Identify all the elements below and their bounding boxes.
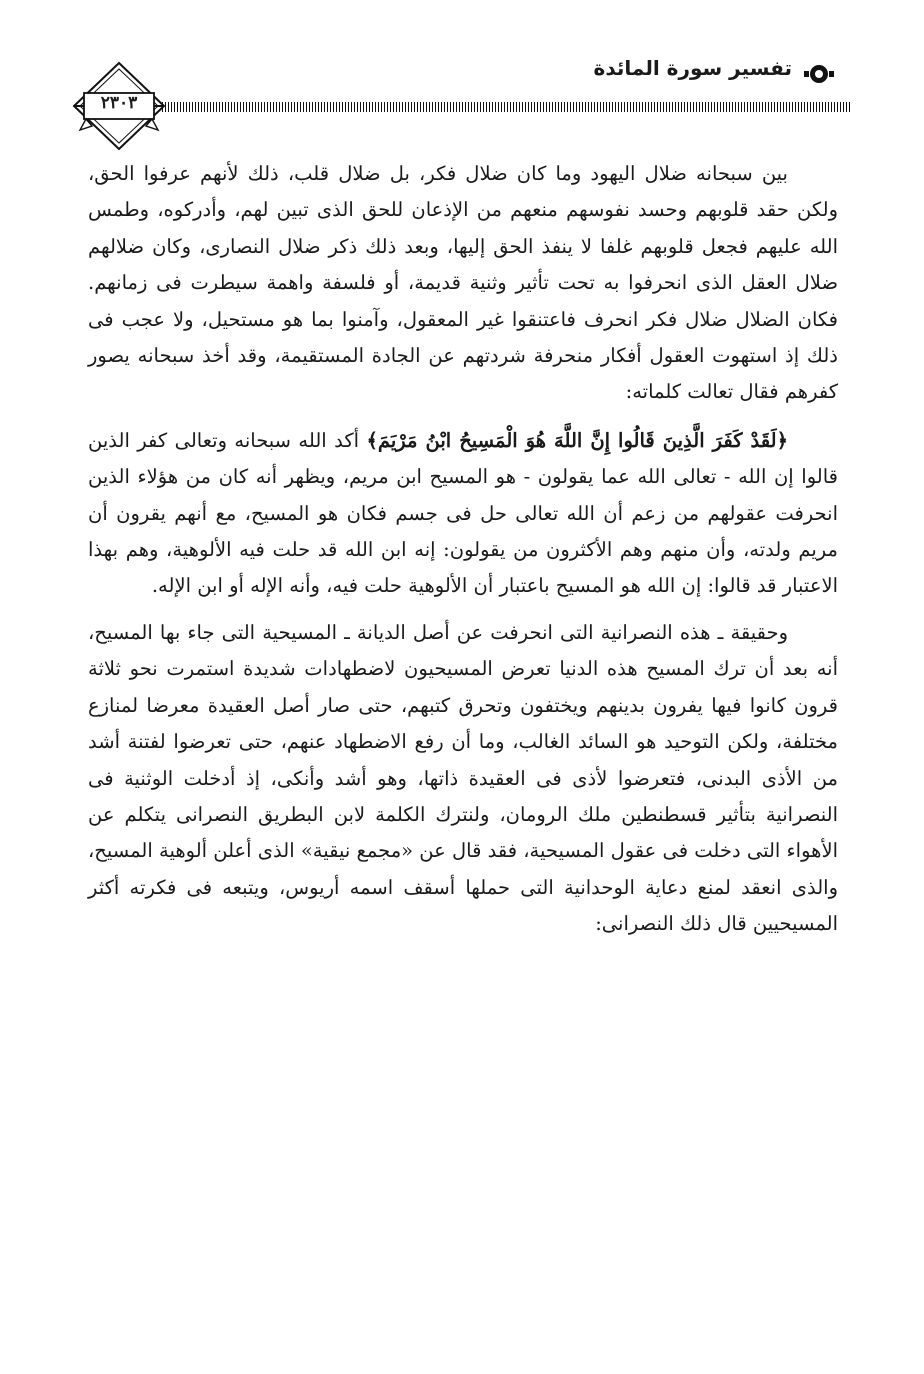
ornament-icon	[804, 63, 834, 85]
header-rule	[162, 102, 850, 112]
paragraph-text: أكد الله سبحانه وتعالى كفر الذين قالوا إن الله - تعالى الله عما يقولون - هو المسيح ابن مريم، ويظهر أنه كان من هؤلاء الذين انحرفت عقولهم من زعم أن الله تعالى حل فى جسم فكان هو المسيح، مع أنهم يقرون أن مريم ولدته، وأن منهم وهم الأكثرون من يقولون: إنه ابن الله قد حلت فيه الألوهية، وهم بهذا الاعتبار قد قالوا: إن الله هو المسيح باعتبار أن الألوهية حلت فيه، وأنه الإله أو ابن الإله.	[88, 428, 838, 598]
page-number: ٢٣٠٣	[100, 93, 138, 113]
page-header	[70, 50, 850, 160]
page-number-badge	[70, 60, 168, 152]
paragraph	[88, 423, 838, 605]
page-body	[88, 156, 838, 943]
quran-verse: ﴿لَقَدْ كَفَرَ الَّذِينَ قَالُوا إِنَّ اللَّهَ هُوَ الْمَسِيحُ ابْنُ مَرْيَمَ﴾	[366, 428, 788, 452]
paragraph: بين سبحانه ضلال اليهود وما كان ضلال فكر، بل ضلال قلب، ذلك لأنهم عرفوا الحق، ولكن حقد قلوبهم وحسد نفوسهم منعهم من الإذعان للحق الذى تبين لهم، وأدركوه، وطمس الله عليهم فجعل قلوبهم غلفا لا ينفذ الحق إليها، وبعد ذلك ذكر ضلال النصارى، وكان ضلالهم ضلال العقل الذى انحرفوا به تحت تأثير وثنية قديمة، أو فلسفة واهمة سيطرت فى زمانهم. فكان الضلال ضلال فكر انحرف فاعتنقوا غير المعقول، وآمنوا بما هو مستحيل، ولا عجب فى ذلك إذ استهوت العقول أفكار منحرفة شردتهم عن الجادة المستقيمة، وقد أخذ سبحانه يصور كفرهم فقال تعالت كلماته:	[88, 162, 838, 404]
chapter-title: تفسير سورة المائدة	[593, 56, 792, 80]
paragraph: وحقيقة ـ هذه النصرانية التى انحرفت عن أصل الديانة ـ المسيحية التى جاء بها المسيح، أنه بعد أن ترك المسيح هذه الدنيا تعرض المسيحيون لاضطهادات شديدة استمرت نحو ثلاثة قرون كانوا فيها يفرون بدينهم ويختفون وتحرق كتبهم، حتى صار أصل العقيدة معرضا لمنازع مختلفة، ولكن التوحيد هو السائد الغالب، وما أن رفع الاضطهاد عنهم، حتى تعرضوا لفتنة أشد من الأذى البدنى، فتعرضوا لأذى فى العقيدة ذاتها، وهو أشد وأنكى، إذ أدخلت الوثنية فى النصرانية بتأثير قسطنطين ملك الرومان، ولنترك الكلمة لابن البطريق النصرانى يتكلم عن الأهواء التى دخلت فى عقول المسيحية، فقد قال عن «مجمع نيقية» الذى أعلن ألوهية المسيح، والذى انعقد لمنع دعاية الوحدانية التى حملها أسقف اسمه أريوس، ويتبعه فى فكرته أكثر المسيحيين قال ذلك النصرانى:	[88, 620, 838, 936]
